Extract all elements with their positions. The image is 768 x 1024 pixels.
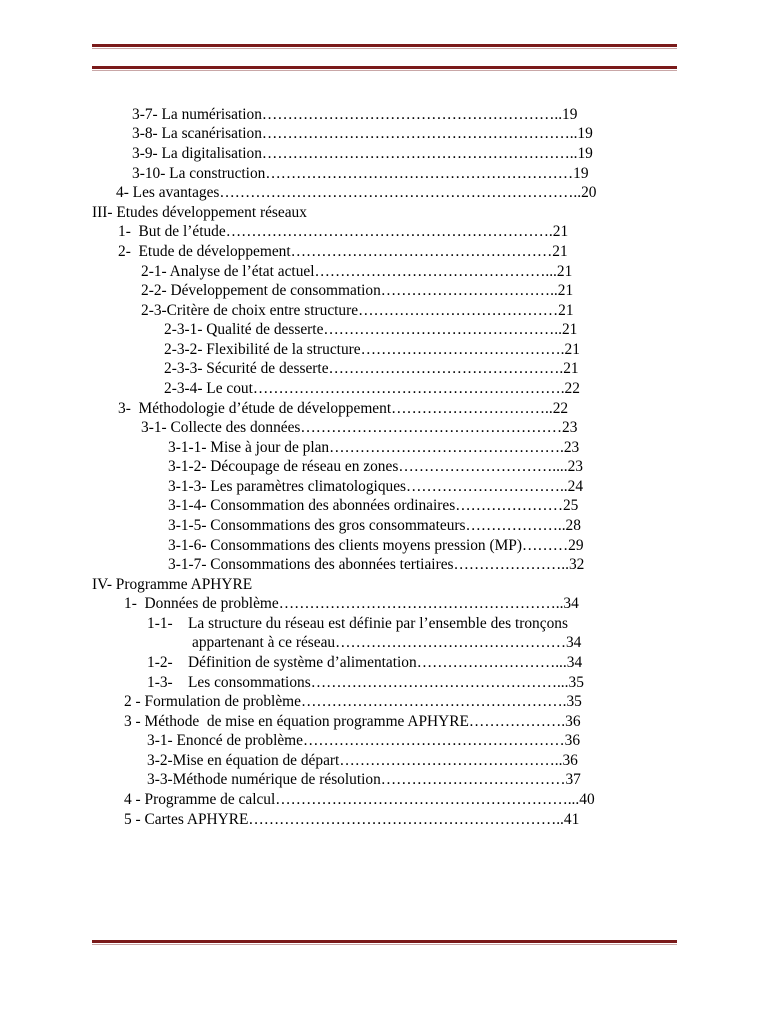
toc-entry-IV-4: 4 - Programme de calcul…………………………………………………...40 — [124, 791, 595, 808]
toc-section-III: III- Etudes développement réseaux — [92, 204, 307, 221]
toc-entry-3-1-6: 3-1-6- Consommations des clients moyens pression (MP)………29 — [168, 537, 584, 554]
toc-entry-1-1: 1-1- La structure du réseau est définie par l’ensemble des tronçons — [147, 615, 568, 632]
toc-entry-III-1: 1- But de l’étude……………………………………………………….21 — [118, 223, 569, 240]
toc-entry-2-3-2: 2-3-2- Flexibilité de la structure………………………………….21 — [164, 341, 580, 358]
footer-rule — [92, 940, 677, 950]
toc-entry-3-7: 3-7- La numérisation…………………………………………………..19 — [132, 106, 578, 123]
toc-section-IV: IV- Programme APHYRE — [92, 576, 253, 593]
toc-entry-3-1-4: 3-1-4- Consommation des abonnées ordinaires…………………25 — [168, 497, 579, 514]
toc-entry-1-1-cont: appartenant à ce réseau………………………………………34 — [192, 634, 582, 651]
toc-entry-1-3: 1-3- Les consommations…………………………………………...35 — [147, 674, 584, 691]
toc-entry-3-8: 3-8- La scanérisation……………………………………………………..19 — [132, 125, 593, 142]
toc-entry-IV-2: 2 - Formulation de problème…………………………………………….35 — [124, 693, 582, 710]
toc-entry-III-3: 3- Méthodologie d’étude de développement…………………………..22 — [118, 400, 569, 417]
toc-entry-III-2: 2- Etude de développement……………………………………………21 — [118, 243, 568, 260]
toc-entry-2-1: 2-1- Analyse de l’état actuel………………………………………...21 — [141, 263, 573, 280]
toc-entry-3-1-3: 3-1-3- Les paramètres climatologiques…………………………..24 — [168, 478, 584, 495]
toc-entry-3-1-2: 3-1-2- Découpage de réseau en zones…………………………....23 — [168, 458, 584, 475]
toc-entry-3-10: 3-10- La construction……………………………………………………19 — [132, 165, 589, 182]
toc-entry-IV-3: 3 - Méthode de mise en équation programme APHYRE……………….36 — [124, 713, 581, 730]
toc-entry-3-1: 3-1- Collecte des données……………………………………………23 — [141, 419, 578, 436]
toc-entry-2-3-3: 2-3-3- Sécurité de desserte……………………………………….21 — [164, 360, 579, 377]
toc-entry-3-1-1: 3-1-1- Mise à jour de plan……………………………………….23 — [168, 439, 580, 456]
toc-entry-2-2: 2-2- Développement de consommation……………………………..21 — [141, 282, 574, 299]
toc-entry-1-2: 1-2- Définition de système d’alimentation………………………...34 — [147, 654, 583, 671]
toc-entry-2-3: 2-3-Critère de choix entre structure…………………………………21 — [141, 302, 574, 319]
toc-entry-IV-3-2: 3-2-Mise en équation de départ……………………………………..36 — [147, 752, 578, 769]
toc-entry-3-1-5: 3-1-5- Consommations des gros consommateurs………………..28 — [168, 517, 581, 534]
toc-entry-3-9: 3-9- La digitalisation……………………………………………………..19 — [132, 145, 593, 162]
toc-entry-IV-3-3: 3-3-Méthode numérique de résolution………………………………37 — [147, 771, 581, 788]
toc-entry-IV-1: 1- Données de problème………………………………………………..34 — [124, 595, 579, 612]
toc-entry-4: 4- Les avantages……………………………………………………………..20 — [116, 184, 597, 201]
toc-entry-2-3-4: 2-3-4- Le cout…………………………………………………….22 — [164, 380, 580, 397]
toc-entry-2-3-1: 2-3-1- Qualité de desserte………………………………………..21 — [164, 321, 578, 338]
toc-entry-IV-3-1: 3-1- Enoncé de problème……………………………………………36 — [147, 732, 581, 749]
toc-entry-3-1-7: 3-1-7- Consommations des abonnées tertiaires…………………..32 — [168, 556, 585, 573]
toc-entry-IV-5: 5 - Cartes APHYRE……………………………………………………..41 — [124, 811, 580, 828]
